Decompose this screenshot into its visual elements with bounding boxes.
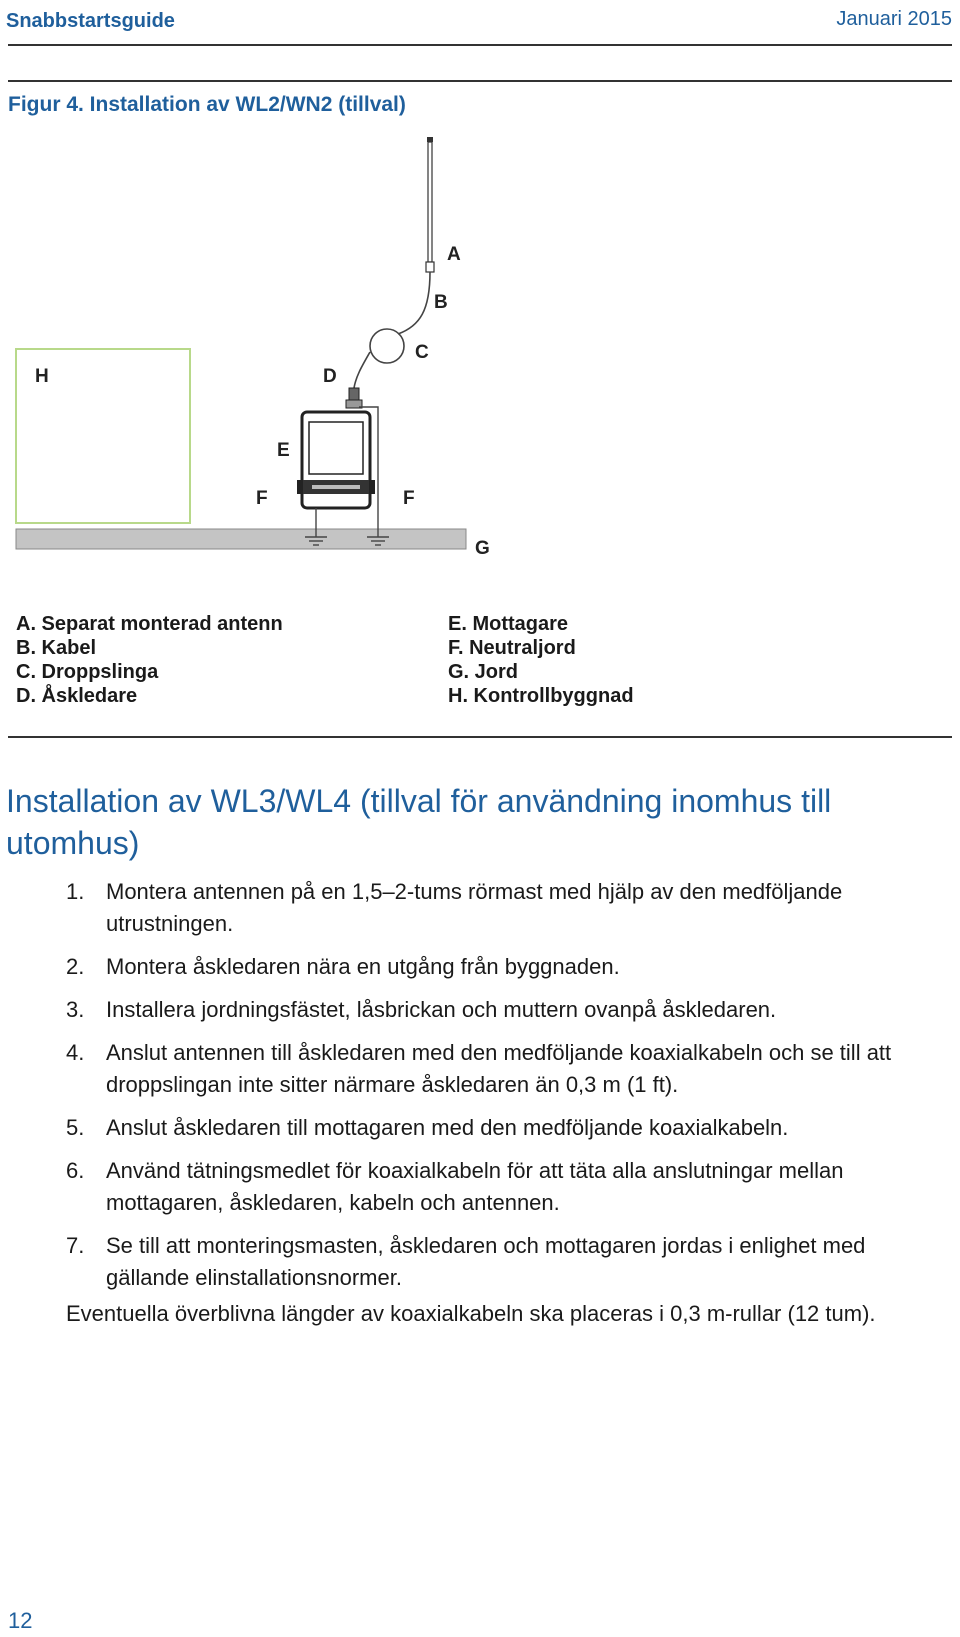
running-header-date: Januari 2015	[836, 8, 952, 30]
drip-loop	[370, 329, 404, 363]
antenna-icon	[426, 137, 434, 272]
figure-title: Figur 4. Installation av WL2/WN2 (tillval)	[8, 93, 406, 116]
callout-h: H	[35, 366, 49, 387]
legend-item: F. Neutraljord	[448, 637, 576, 659]
step-text: Anslut antennen till åskledaren med den medföljande koaxialkabeln och se till att droppslingan inte sitter närmare åskledaren än 0,3 m (1 ft).	[106, 1040, 892, 1097]
list-item	[66, 1155, 946, 1219]
step-text: Montera antennen på en 1,5–2-tums rörmast med hjälp av den medföljande utrustningen.	[106, 879, 843, 936]
ground-slab	[16, 529, 466, 549]
step-text: Se till att monteringsmasten, åskledaren och mottagaren jordas i enlighet med gällande elinstallationsnormer.	[106, 1233, 866, 1290]
step-text: Anslut åskledaren till mottagaren med den medföljande koaxialkabeln.	[106, 1115, 789, 1140]
step-text: Använd tätningsmedlet för koaxialkabeln för att täta alla anslutningar mellan mottagaren, åskledaren, kabeln och antennen.	[106, 1158, 844, 1215]
figure-top-rule	[8, 80, 952, 82]
legend-right	[448, 612, 634, 708]
callout-g: G	[475, 538, 490, 559]
installation-diagram	[0, 130, 960, 600]
header-rule	[8, 44, 952, 46]
step-number: 1.	[66, 879, 85, 904]
step-number: 5.	[66, 1115, 85, 1140]
legend-item: C. Droppslinga	[16, 661, 159, 683]
step-number: 4.	[66, 1040, 85, 1065]
callout-f-left: F	[256, 488, 268, 509]
cable	[398, 272, 430, 334]
figure-bottom-rule	[8, 736, 952, 738]
legend-item: H. Kontrollbyggnad	[448, 685, 634, 707]
lightning-arrester-icon	[346, 388, 362, 408]
callout-a: A	[447, 244, 461, 265]
callout-b: B	[434, 292, 448, 313]
running-header-title: Snabbstartsguide	[6, 10, 175, 32]
step-number: 6.	[66, 1158, 85, 1183]
callout-f-right: F	[403, 488, 415, 509]
legend-item: G. Jord	[448, 661, 519, 683]
step-number: 2.	[66, 954, 85, 979]
list-item	[66, 1037, 946, 1101]
list-item	[66, 1230, 946, 1294]
legend-item: D. Åskledare	[16, 685, 138, 707]
legend-item: E. Mottagare	[448, 613, 569, 635]
steps-list	[66, 876, 946, 1305]
list-item	[66, 876, 946, 940]
step-text: Montera åskledaren nära en utgång från byggnaden.	[106, 954, 620, 979]
receiver-icon	[297, 412, 375, 508]
step-number: 7.	[66, 1233, 85, 1258]
list-item	[66, 1112, 946, 1144]
callout-e: E	[277, 440, 290, 461]
callout-d: D	[323, 366, 337, 387]
closing-note: Eventuella överblivna längder av koaxialkabeln ska placeras i 0,3 m-rullar (12 tum).	[66, 1301, 876, 1326]
legend-item: B. Kabel	[16, 637, 97, 659]
legend-left	[16, 612, 283, 708]
section-heading: Installation av WL3/WL4 (tillval för användning inomhus till utomhus)	[6, 783, 832, 861]
page-number: 12	[8, 1608, 33, 1633]
list-item	[66, 951, 946, 983]
legend-item: A. Separat monterad antenn	[16, 613, 283, 635]
callout-c: C	[415, 342, 429, 363]
cable-lower	[354, 352, 370, 388]
list-item	[66, 994, 946, 1026]
step-text: Installera jordningsfästet, låsbrickan och muttern ovanpå åskledaren.	[106, 997, 777, 1022]
step-number: 3.	[66, 997, 85, 1022]
